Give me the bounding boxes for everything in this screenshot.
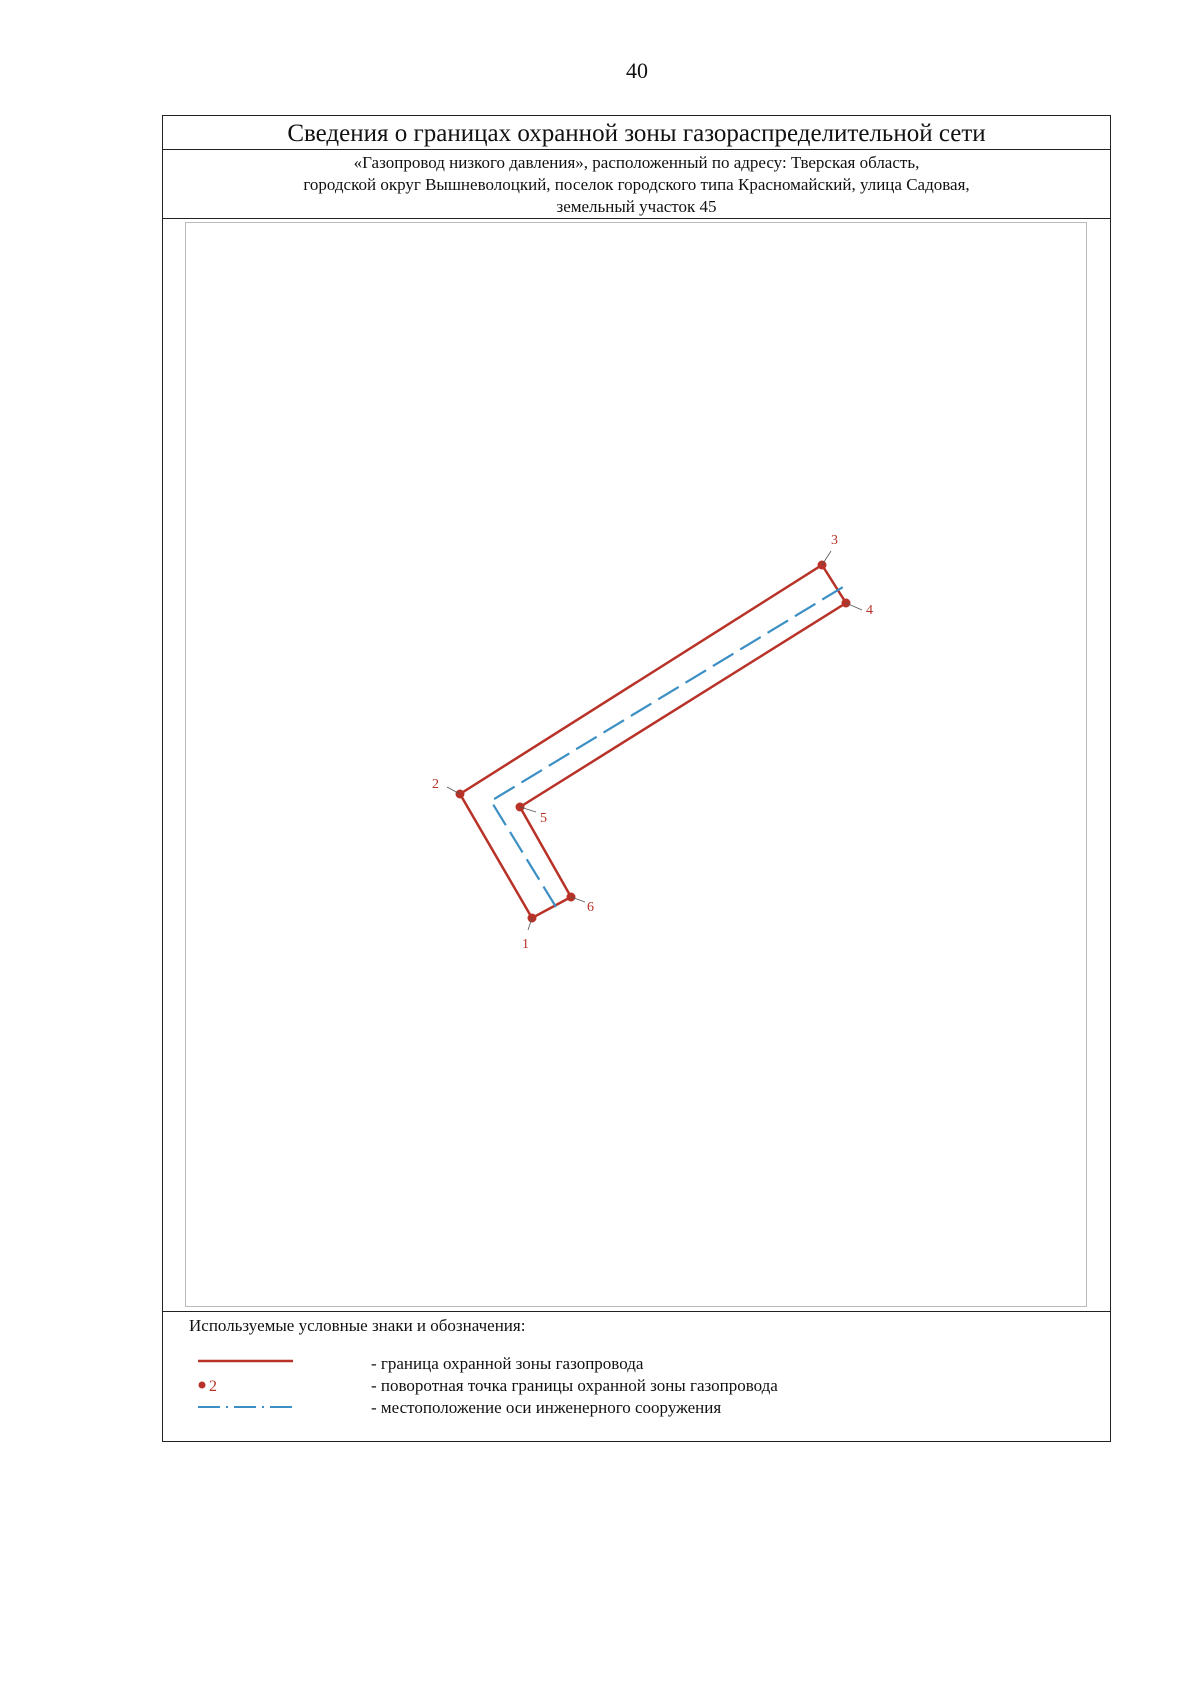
subtitle-line: городской округ Вышневолоцкий, поселок городского типа Красномайский, улица Садовая, xyxy=(303,175,970,194)
point-label: 1 xyxy=(522,937,529,952)
turning-point-3 xyxy=(818,533,839,570)
legend-item-text: - местоположение оси инженерного сооружения xyxy=(371,1398,722,1417)
turning-point-2 xyxy=(432,777,465,799)
point-label: 6 xyxy=(587,900,594,915)
subtitle-line: «Газопровод низкого давления», расположенный по адресу: Тверская область, xyxy=(353,153,920,172)
legend-item-text: - граница охранной зоны газопровода xyxy=(371,1354,644,1373)
document-title: Сведения о границах охранной зоны газораспределительной сети xyxy=(163,116,1110,150)
legend-point-label: 2 xyxy=(209,1378,217,1395)
page-number: 40 xyxy=(626,58,648,83)
legend-item-text: - поворотная точка границы охранной зоны газопровода xyxy=(371,1376,778,1395)
pipeline-axis-line xyxy=(491,587,843,907)
turning-point-6 xyxy=(567,893,595,916)
protection-zone-boundary xyxy=(460,565,846,918)
point-label: 5 xyxy=(540,811,547,826)
point-label: 4 xyxy=(866,603,873,618)
turning-point-5 xyxy=(516,803,548,827)
legend-title: Используемые условные знаки и обозначения: xyxy=(189,1316,526,1335)
turning-point-4 xyxy=(842,599,874,619)
point-label: 3 xyxy=(831,533,838,548)
point-label: 2 xyxy=(432,777,439,792)
turning-point-1 xyxy=(522,914,537,953)
subtitle-line: земельный участок 45 xyxy=(556,197,717,216)
